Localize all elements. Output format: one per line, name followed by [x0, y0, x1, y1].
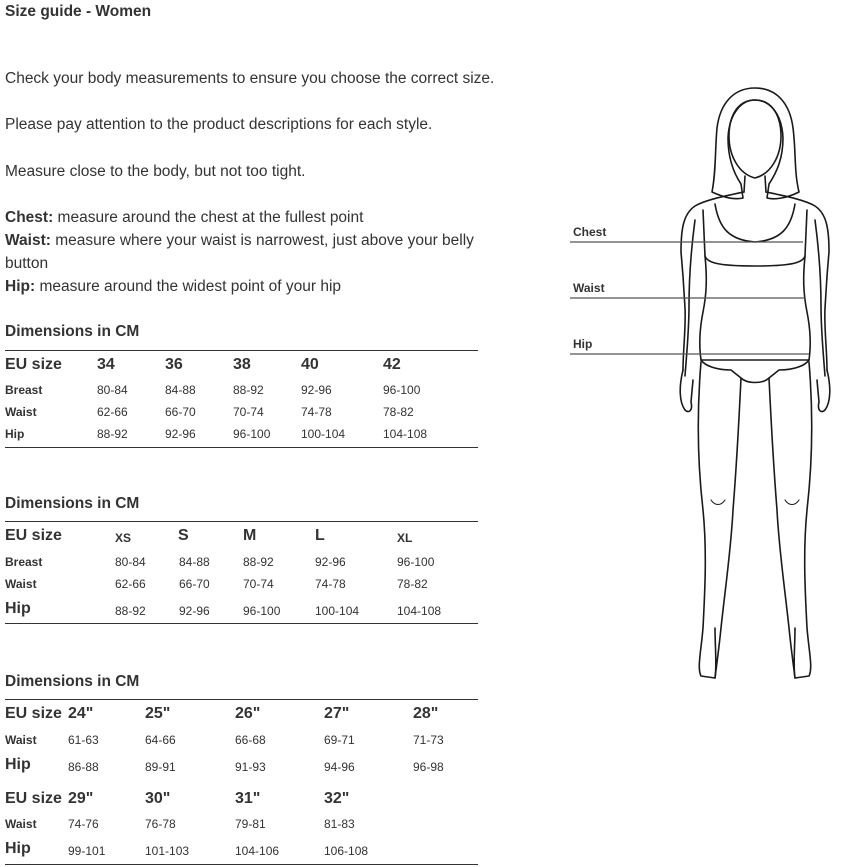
table3-cell: 94-96	[324, 760, 355, 774]
table2-cell: 70-74	[243, 577, 274, 591]
chest-definition	[5, 206, 495, 229]
table3-size: 24"	[68, 705, 94, 722]
waist-definition	[5, 229, 475, 275]
table3-cell: 101-103	[145, 844, 190, 858]
table1-size: 34	[97, 356, 115, 373]
table2-cell: 88-92	[115, 604, 146, 618]
table3-row-label: Waist	[5, 817, 37, 831]
table1-cell: 62-66	[97, 405, 128, 419]
table1-size: 40	[301, 356, 319, 373]
table3-size: 27"	[324, 705, 350, 722]
table2-size: XL	[397, 531, 413, 545]
table2-cell: 62-66	[115, 577, 146, 591]
table2-cell: 88-92	[243, 555, 274, 569]
table3-size: 25"	[145, 705, 171, 722]
table3-cell: 66-68	[235, 733, 266, 747]
table1-row-label: Waist	[5, 405, 37, 419]
table2-cell: 66-70	[179, 577, 210, 591]
table3-size: 26"	[235, 705, 261, 722]
female-silhouette-illustration	[565, 80, 855, 685]
table2-row-label: Waist	[5, 577, 37, 591]
table3-cell: 91-93	[235, 760, 266, 774]
hip-desc: measure around the widest point of your hip	[35, 278, 342, 295]
table3-cell: 79-81	[235, 817, 266, 831]
table3-cell: 106-108	[324, 844, 369, 858]
table3-row-label: Hip	[5, 756, 31, 773]
table1-cell: 78-82	[383, 405, 414, 419]
table3-cell: 76-78	[145, 817, 176, 831]
chest-desc: measure around the chest at the fullest point	[53, 209, 364, 226]
table2-cell: 74-78	[315, 577, 346, 591]
page-title: Size guide - Women	[5, 3, 152, 20]
waist-term: Waist:	[5, 232, 51, 249]
table2-cell: 92-96	[315, 555, 346, 569]
table1-cell: 88-92	[97, 427, 128, 441]
table3-size: 29"	[68, 790, 94, 807]
table1-title: Dimensions in CM	[5, 323, 140, 340]
intro-line-2: Please pay attention to the product descriptions for each style.	[5, 116, 433, 133]
table2-bottom-rule	[5, 623, 478, 624]
table3-row-label: Hip	[5, 840, 31, 857]
waist-desc: measure where your waist is narrowest, just above your belly button	[5, 232, 474, 272]
table2-cell: 104-108	[397, 604, 442, 618]
body-figure	[565, 80, 855, 685]
table1-cell: 84-88	[165, 383, 196, 397]
table1-cell: 104-108	[383, 427, 428, 441]
table2-cell: 78-82	[397, 577, 428, 591]
table1-size: 36	[165, 356, 183, 373]
table3-cell: 81-83	[324, 817, 355, 831]
table3-cell: 71-73	[413, 733, 444, 747]
table1-size: 38	[233, 356, 251, 373]
table2-row-label: Breast	[5, 555, 43, 569]
table3-cell: 89-91	[145, 760, 176, 774]
table3-cell: 64-66	[145, 733, 176, 747]
intro-line-1: Check your body measurements to ensure you choose the correct size.	[5, 70, 495, 87]
table3-size: 32"	[324, 790, 350, 807]
intro-line-3: Measure close to the body, but not too tight.	[5, 163, 306, 180]
table2-top-rule	[5, 521, 478, 522]
table2-size: S	[178, 527, 189, 544]
table2-cell: 100-104	[315, 604, 360, 618]
table2-title: Dimensions in CM	[5, 495, 140, 512]
table3-bottom-rule	[5, 864, 478, 865]
figure-chest-label: Chest	[573, 225, 607, 239]
table2-size: XS	[115, 531, 132, 545]
table2-size: L	[315, 527, 325, 544]
table3-row-label: Waist	[5, 733, 37, 747]
table3-title: Dimensions in CM	[5, 673, 140, 690]
table2-size: M	[243, 527, 257, 544]
table2-cell: 96-100	[243, 604, 281, 618]
table1-cell: 80-84	[97, 383, 128, 397]
table3-header-label: EU size	[5, 705, 62, 722]
table3-cell: 61-63	[68, 733, 99, 747]
table2-cell: 84-88	[179, 555, 210, 569]
table3-cell: 104-106	[235, 844, 280, 858]
table1-cell: 96-100	[383, 383, 421, 397]
chest-term: Chest:	[5, 209, 54, 226]
table1-row-label: Hip	[5, 427, 25, 441]
table1-cell: 100-104	[301, 427, 346, 441]
table3-cell: 86-88	[68, 760, 99, 774]
table2-header-label: EU size	[5, 527, 62, 544]
table3-size: 30"	[145, 790, 171, 807]
table1-cell: 74-78	[301, 405, 332, 419]
table3-cell: 74-76	[68, 817, 99, 831]
table1-cell: 66-70	[165, 405, 196, 419]
table3-top-rule	[5, 699, 478, 700]
table1-cell: 92-96	[165, 427, 196, 441]
table3-size: 28"	[413, 705, 439, 722]
table1-cell: 70-74	[233, 405, 264, 419]
table3-cell: 96-98	[413, 760, 444, 774]
table2-cell: 92-96	[179, 604, 210, 618]
table1-bottom-rule	[5, 447, 478, 448]
figure-waist-label: Waist	[573, 281, 605, 295]
table1-header-label: EU size	[5, 356, 62, 373]
table3-cell: 99-101	[68, 844, 106, 858]
table1-cell: 92-96	[301, 383, 332, 397]
table3-cell: 69-71	[324, 733, 355, 747]
table2-row-label: Hip	[5, 600, 31, 617]
table1-cell: 88-92	[233, 383, 264, 397]
table1-row-label: Breast	[5, 383, 43, 397]
hip-definition	[5, 275, 495, 298]
table1-top-rule	[5, 350, 478, 351]
table3-header-label: EU size	[5, 790, 62, 807]
figure-hip-label: Hip	[573, 337, 593, 351]
table2-cell: 80-84	[115, 555, 146, 569]
table3-size: 31"	[235, 790, 261, 807]
table1-cell: 96-100	[233, 427, 271, 441]
table1-size: 42	[383, 356, 401, 373]
table2-cell: 96-100	[397, 555, 435, 569]
hip-term: Hip:	[5, 278, 36, 295]
